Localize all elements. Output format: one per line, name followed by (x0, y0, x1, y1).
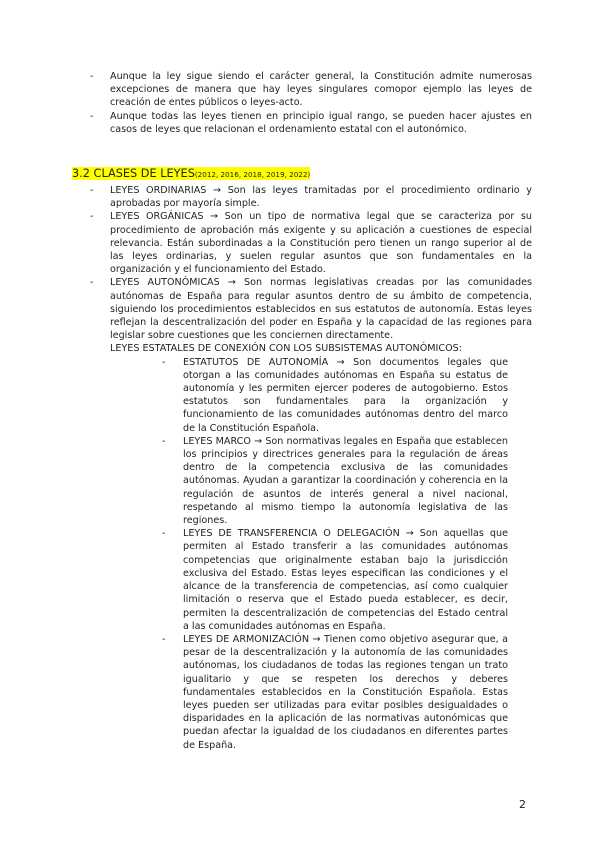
item-text: Son aquellas que permiten al Estado transferir a las comunidades autónomas competencias que originalmente estaban bajo la jurisdicción exclusiva del Estado. Estas leyes especifican las condiciones y el alcance de la transferencia de competencias, así como cualquier limitación o reserva que el Estado pueda establecer, es decir, permiten la descentralización de competencias del Estado central a las comunidades autónomas en España. (183, 528, 508, 632)
page-number: 2 (519, 798, 526, 811)
item-text: Son normas legislativas creadas por las comunidades autónomas de España para regular asuntos dentro de su ámbito de competencia, siguiendo los procedimientos establecidos en sus estatutos de autonomía. Estas leyes reflejan la descentralización del poder en España y la capacidad de las regiones para legislar sobre cuestiones que les conciernen directamente. (110, 277, 532, 342)
arrow-icon: → (405, 528, 414, 540)
connection-laws-list (161, 356, 508, 752)
section-years: (2012, 2016, 2018, 2019, 2022) (194, 170, 311, 179)
list-item (161, 356, 508, 435)
item-title: LEYES AUTONÓMICAS (110, 277, 220, 289)
item-text: Son normativas legales en España que establecen los principios y directrices generales para la regulación de áreas dentro de la competencia exclusiva de las comunidades autónomas. Ayudan a garantizar la coordinación y coherencia en la regulación de asuntos de interés general a nivel nacional, respetando al mismo tiempo la autonomía legislativa de las regiones. (183, 435, 508, 527)
item-text: Tienen como objetivo asegurar que, a pesar de la descentralización y la autonomía de las comunidades autónomas, los ciudadanos de todas las regiones tengan un trato igualitario y que se respeten los derechos y deberes fundamentales establecidos en la Constitución Española. Estas leyes pueden ser utilizadas para evitar posibles desigualdades o disparidades en la aplicación de las normativas autonómicas que puedan afectar la igualdad de los ciudadanos en diferentes partes de España. (183, 633, 508, 751)
law-types-list (86, 184, 532, 342)
list-item (161, 435, 508, 527)
item-title: LEYES MARCO (183, 435, 251, 447)
section-title: 3.2 CLASES DE LEYES (72, 167, 195, 180)
item-title: LEYES ORDINARIAS (110, 185, 207, 196)
bullet-dash: - (162, 356, 166, 368)
item-text: Son las leyes tramitadas por el procedimiento ordinario y aprobadas por mayoría simple. (110, 185, 532, 210)
subsection-title: LEYES ESTATALES DE CONEXIÓN CON LOS SUBSISTEMAS AUTONÓMICOS: (110, 343, 462, 355)
arrow-icon: → (312, 633, 321, 645)
bullet-dash: - (90, 71, 94, 82)
item-text: Son un tipo de normativa legal que se caracteriza por su procedimiento de aprobación más exigente y su aplicación a cuestiones de especial relevancia. Están subordinadas a la Constitución pero tienen un rango superior al de las leyes ordinarias, y suelen regular asuntos que son fundamentales en la organización y el funcionamiento del Estado. (110, 211, 532, 276)
arrow-icon: → (254, 435, 263, 447)
arrow-icon: → (210, 211, 219, 223)
list-item (86, 184, 532, 210)
arrow-icon: → (336, 356, 345, 368)
list-item (86, 70, 532, 110)
list-item-text: Aunque la ley sigue siendo el carácter general, la Constitución admite numerosas excepciones de manera que hay leyes singulares comopor ejemplo las leyes de creación de entes públicos o leyes-acto. (110, 71, 532, 109)
bullet-dash: - (90, 277, 94, 289)
item-text: Son documentos legales que otorgan a las comunidades autónomas en España su estatus de autonomía y les permiten ejercer poderes de autogobierno. Estos estatutos son fundamentales para la organización y funcionamiento de las comunidades autónomas dentro del marco de la Constitución Española. (183, 356, 508, 434)
item-title: LEYES DE ARMONIZACIÓN (183, 633, 310, 645)
list-item (161, 527, 508, 633)
list-item (161, 633, 508, 752)
intro-list (86, 70, 532, 136)
highlighted-heading (72, 167, 310, 180)
list-item (86, 210, 532, 276)
section-heading (72, 162, 310, 181)
item-title: LEYES ORGÁNICAS (110, 211, 204, 223)
list-item-text: Aunque todas las leyes tienen en principio igual rango, se pueden hacer ajustes en casos de leyes que relacionan el ordenamiento estatal con el autonómico. (110, 110, 532, 135)
list-item (86, 276, 532, 342)
list-item (86, 110, 532, 136)
bullet-dash: - (162, 528, 166, 540)
arrow-icon: → (213, 185, 222, 196)
bullet-dash: - (162, 435, 166, 447)
item-title: ESTATUTOS DE AUTONOMÍA (183, 356, 329, 368)
bullet-dash: - (90, 211, 94, 223)
arrow-icon: → (227, 277, 236, 289)
bullet-dash: - (162, 633, 166, 645)
bullet-dash: - (90, 185, 94, 196)
main-content (86, 184, 532, 752)
item-title: LEYES DE TRANSFERENCIA O DELEGACIÓN (183, 528, 400, 540)
bullet-dash: - (90, 110, 94, 122)
